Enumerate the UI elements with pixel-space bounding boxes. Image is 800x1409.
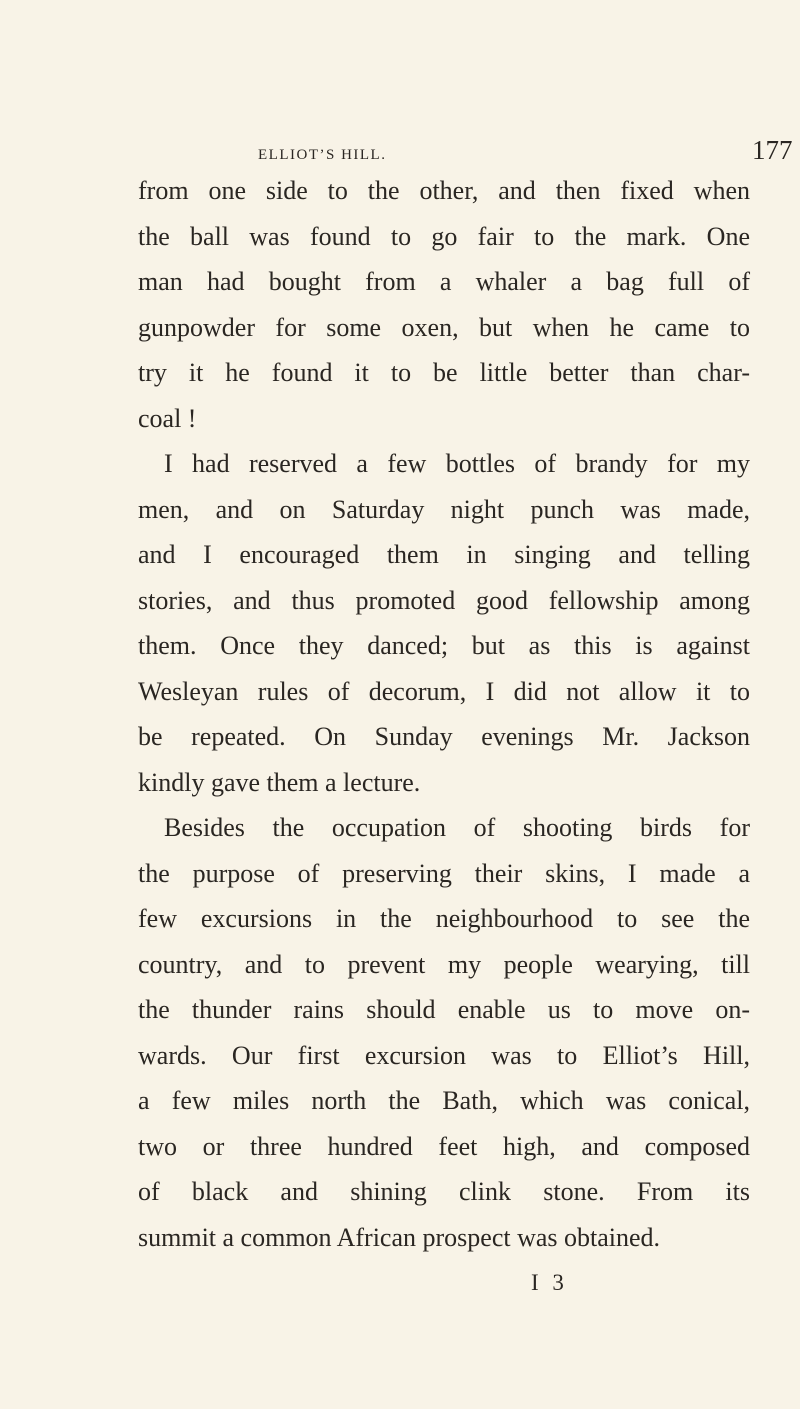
text-line: a few miles north the Bath, which was conical, bbox=[138, 1086, 750, 1115]
text-line: Wesleyan rules of decorum, I did not allow it to bbox=[138, 676, 750, 706]
text-line: kindly gave them a lecture. bbox=[138, 767, 421, 797]
text-line: gunpowder for some oxen, but when he came to bbox=[138, 312, 750, 342]
page-number: 177 bbox=[752, 135, 793, 165]
text-line: few excursions in the neighbourhood to see the bbox=[138, 904, 750, 933]
text-line: summit a common African prospect was obtained. bbox=[138, 1222, 661, 1252]
text-line: man had bought from a whaler a bag full of bbox=[138, 267, 750, 296]
text-line: be repeated. On Sunday evenings Mr. Jackson bbox=[138, 722, 750, 751]
running-head: elliot’s hill. bbox=[258, 140, 387, 164]
text-line: coal ! bbox=[138, 403, 197, 433]
text-line: the purpose of preserving their skins, I made a bbox=[138, 858, 750, 888]
text-line: them. Once they danced; but as this is against bbox=[138, 631, 750, 660]
page-body bbox=[138, 168, 750, 1260]
text-line: men, and on Saturday night punch was made, bbox=[138, 494, 750, 524]
paragraph-start-line: I had reserved a few bottles of brandy for my bbox=[164, 449, 750, 478]
text-line: country, and to prevent my people wearying, till bbox=[138, 949, 750, 979]
text-line: the thunder rains should enable us to move on- bbox=[138, 995, 750, 1024]
paragraph-start-line: Besides the occupation of shooting birds for bbox=[164, 813, 750, 842]
signature-mark: I 3 bbox=[531, 1270, 568, 1295]
text-line: stories, and thus promoted good fellowship among bbox=[138, 585, 750, 615]
text-line: try it he found it to be little better than char- bbox=[138, 358, 750, 387]
text-line: the ball was found to go fair to the mark. One bbox=[138, 221, 750, 251]
text-line: from one side to the other, and then fixed when bbox=[138, 176, 750, 205]
text-line: and I encouraged them in singing and telling bbox=[138, 540, 750, 569]
text-line: two or three hundred feet high, and composed bbox=[138, 1131, 750, 1161]
text-line: of black and shining clink stone. From its bbox=[138, 1177, 750, 1206]
text-line: wards. Our first excursion was to Elliot’s Hill, bbox=[138, 1040, 750, 1070]
